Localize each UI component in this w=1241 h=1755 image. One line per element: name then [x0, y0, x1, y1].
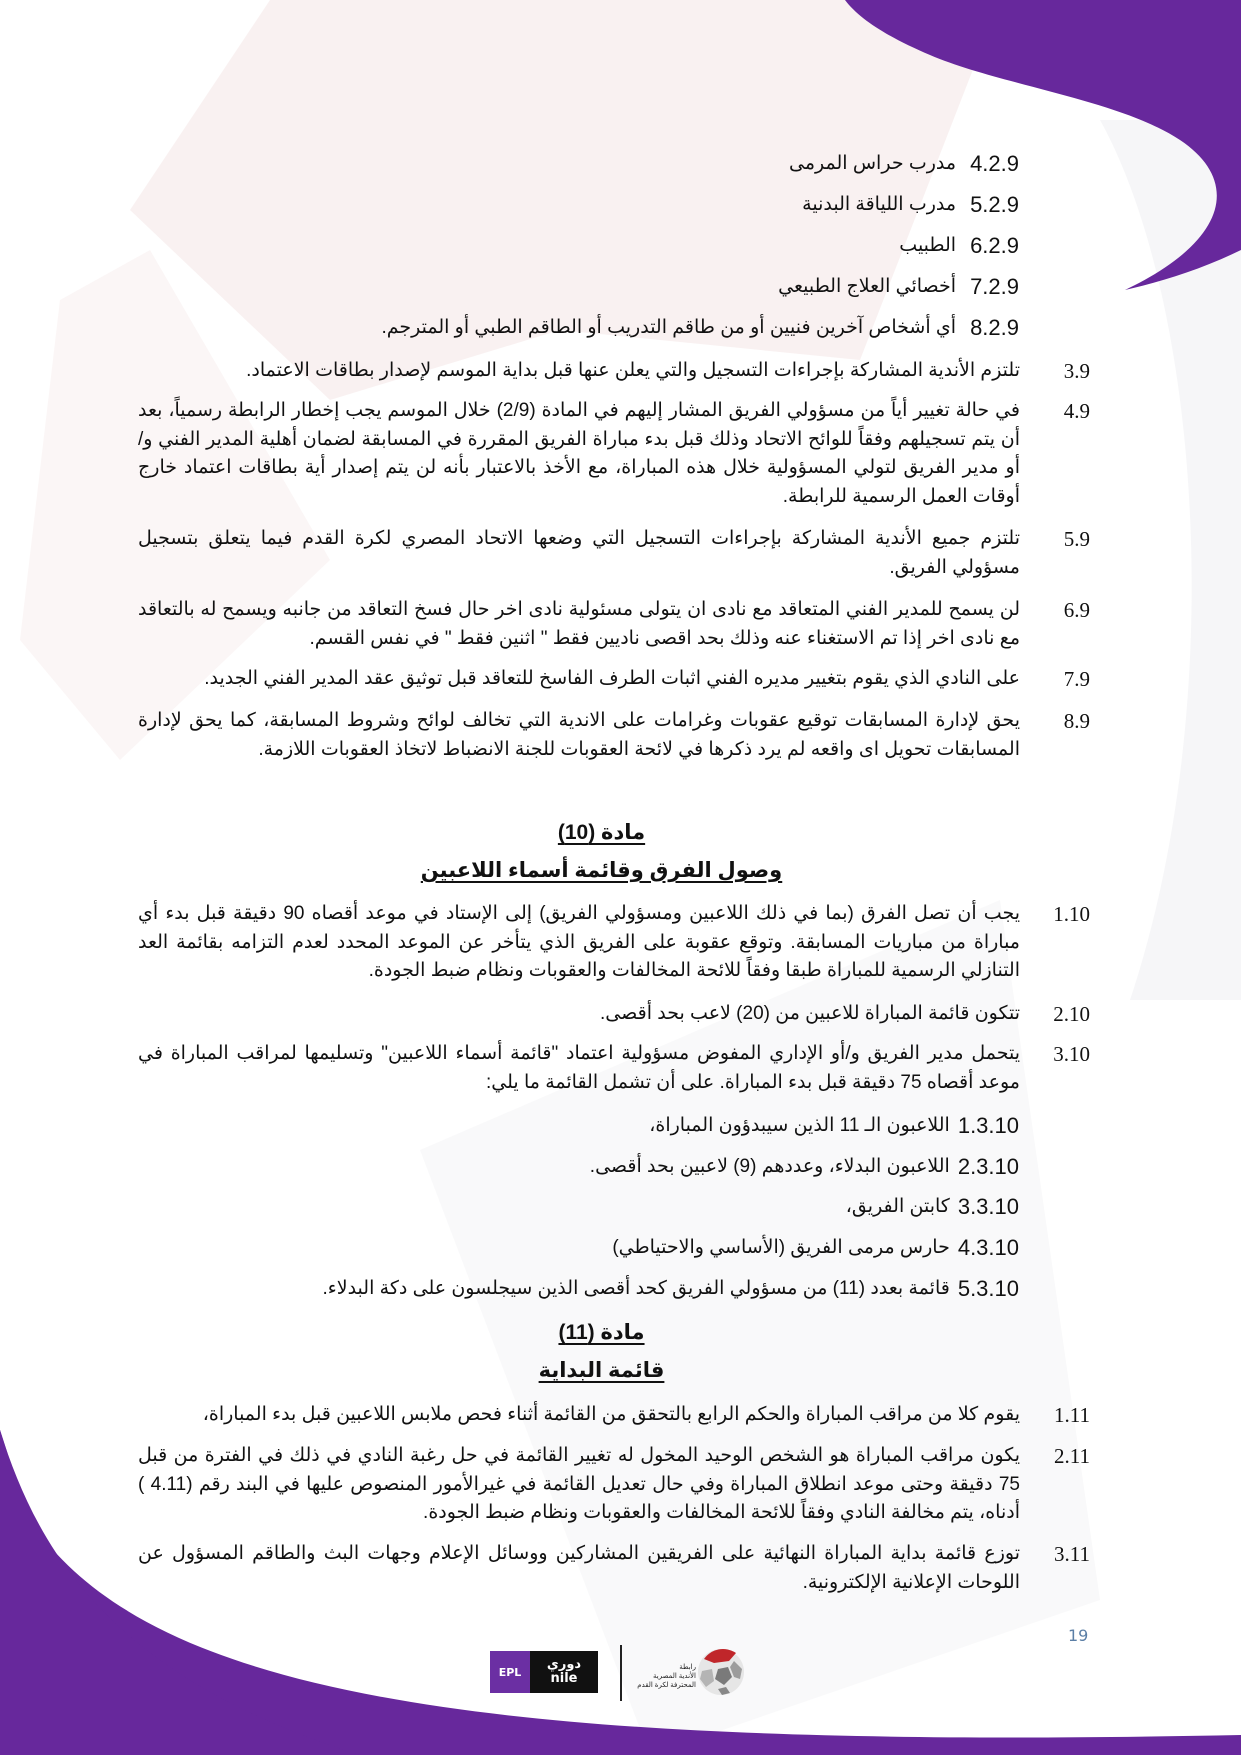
item-text: الطبيب	[899, 235, 957, 256]
epl-badge: EPL	[490, 1651, 530, 1693]
item-text: أخصائي العلاج الطبيعي	[778, 276, 957, 297]
clause	[138, 1000, 1090, 1029]
clause-number: 3.9	[1063, 359, 1090, 383]
list-item	[802, 191, 1019, 220]
clause	[138, 357, 1090, 386]
nile-league-logo-icon	[490, 1651, 598, 1693]
clause-text: يكون مراقب المباراة هو الشخص الوحيد المخول له تغيير القائمة في حل رغبة النادي في ذلك في الفترة من قبل 75 دقيقة وحتى موعد انطلاق المباراة وفي حال تعديل القائمة في غيرالأمور المنصوص عليها في البند رقم (4.11 ) أدناه، يتم مخالفة النادي وفقاً للائحة المخالفات والعقوبات ونظام ضبط الجودة.	[138, 1445, 1020, 1523]
logo-divider	[620, 1645, 622, 1701]
clause	[138, 1442, 1090, 1528]
page-number: 19	[1068, 1626, 1089, 1645]
footer-logos	[490, 1645, 760, 1703]
clause	[138, 596, 1090, 653]
clause-text: على النادي الذي يقوم بتغيير مديره الفني اثبات الطرف الفاسخ للتعاقد قبل توثيق عقد المدير الفني الجديد.	[204, 668, 1020, 689]
item-text: اللاعبون الـ 11 الذين سيبدؤون المباراة،	[649, 1115, 950, 1136]
item-number: 7.2.9	[970, 274, 1019, 299]
article-label: مادة (10)	[557, 821, 646, 844]
list-item	[778, 273, 1019, 302]
clause-number: 8.9	[1063, 709, 1090, 733]
nile-wordmark: دوري nile	[530, 1651, 598, 1693]
list-item	[789, 150, 1019, 179]
clause-number: 1.10	[1053, 902, 1090, 926]
list-item	[381, 314, 1019, 343]
item-text: مدرب اللياقة البدنية	[802, 194, 957, 215]
clause-number: 1.11	[1054, 1403, 1090, 1427]
clause	[138, 1401, 1090, 1430]
list-item	[612, 1234, 1019, 1263]
clause-number: 3.11	[1054, 1542, 1090, 1566]
clause-text: يحق لإدارة المسابقات توقيع عقوبات وغرامات على الاندية التي تخالف لوائح وشروط المسابقة، كما يحق لإدارة المسابقات تحويل اى واقعه لم يرد ذكرها في لائحة العقوبات للجنة الانضباط لاتخاذ العقوبات اللازمة.	[138, 710, 1020, 760]
clause-number: 7.9	[1063, 667, 1090, 691]
item-number: 2.3.10	[957, 1154, 1019, 1179]
list-item	[846, 1193, 1019, 1222]
item-number: 4.2.9	[970, 151, 1019, 176]
item-text: حارس مرمى الفريق (الأساسي والاحتياطي)	[612, 1237, 950, 1258]
clause	[138, 525, 1090, 582]
item-number: 6.2.9	[970, 233, 1019, 258]
clause	[138, 1040, 1090, 1097]
clause	[138, 665, 1090, 694]
item-number: 5.3.10	[957, 1276, 1019, 1301]
item-number: 3.3.10	[957, 1194, 1019, 1219]
clause	[138, 397, 1090, 511]
clause-text: يتحمل مدير الفريق و/أو الإداري المفوض مسؤولية اعتماد "قائمة أسماء اللاعبين" وتسليمها لمراقب المباراة في موعد أقصاه 75 دقيقة قبل بدء المباراة. على أن تشمل القائمة ما يلي:	[138, 1043, 1020, 1093]
item-text: أي أشخاص آخرين فنيين أو من طاقم التدريب أو الطاقم الطبي أو المترجم.	[381, 317, 957, 338]
clause-number: 4.9	[1063, 399, 1090, 423]
article-label: مادة (11)	[558, 1321, 645, 1344]
clause	[138, 707, 1090, 764]
article-title: قائمة البداية	[538, 1359, 665, 1382]
article-title: وصول الفرق وقائمة أسماء اللاعبين	[420, 859, 783, 882]
clause-number: 3.10	[1053, 1042, 1090, 1066]
clause-number: 2.11	[1054, 1444, 1090, 1468]
clause	[138, 900, 1090, 986]
clause-text: تتكون قائمة المباراة للاعبين من (20) لاعب بحد أقصى.	[600, 1003, 1020, 1024]
item-number: 5.2.9	[970, 192, 1019, 217]
clause-text: توزع قائمة بداية المباراة النهائية على الفريقين المشاركين ووسائل الإعلام وجهات البث والطاقم المسؤول عن اللوحات الإعلانية الإلكترونية.	[138, 1543, 1020, 1593]
item-number: 4.3.10	[957, 1235, 1019, 1260]
clause	[138, 1540, 1090, 1597]
item-text: كابتن الفريق،	[845, 1196, 950, 1217]
clause-text: في حالة تغيير أياً من مسؤولي الفريق المشار إليهم في المادة (2/9) خلال الموسم يجب إخطار الرابطة رسمياً، بعد أن يتم تسجيلهم وفقاً للوائح الاتحاد وذلك قبل بدء مباراة الفريق المقررة في المسابقة لضمان أهلية المدير الفني و/أو مدير الفريق لتولي المسؤولية خلال هذه المباراة، مع الأخذ بالاعتبار بأنه لن يتم إصدار أية بطاقات اعتماد خارج أوقات العمل الرسمية للرابطة.	[138, 400, 1020, 507]
clause-number: 6.9	[1063, 598, 1090, 622]
clause-text: يجب أن تصل الفرق (بما في ذلك اللاعبين ومسؤولي الفريق) إلى الإستاد في موعد أقصاه 90 دقيقة قبل بدء أي مباراة من مباريات المسابقة. وتوقع عقوبة على الفريق الذي يتأخر عن الموعد المحدد لعدم التزامه بقائمة العد التنازلي الرسمية للمباراة طبقا وفقاً للائحة المخالفات والعقوبات ونظام ضبط الجودة.	[138, 903, 1020, 981]
clause-text: تلتزم جميع الأندية المشاركة بإجراءات التسجيل التي وضعها الاتحاد المصري لكرة القدم فيما يتعلق بتسجيل مسؤولي الفريق.	[138, 528, 1020, 578]
league-name: رابطة الأندية المصرية المحترفة لكرة القدم	[637, 1664, 696, 1689]
item-number: 1.3.10	[957, 1113, 1019, 1138]
clause-text: يقوم كلا من مراقب المباراة والحكم الرابع بالتحقق من القائمة أثناء فحص ملابس اللاعبين قبل بدء المباراة،	[202, 1404, 1020, 1425]
clause-number: 2.10	[1053, 1002, 1090, 1026]
item-text: قائمة بعدد (11) من مسؤولي الفريق كحد أقصى الذين سيجلسون على دكة البدلاء.	[322, 1278, 950, 1299]
list-item	[590, 1153, 1019, 1182]
list-item	[899, 232, 1019, 261]
item-text: اللاعبون البدلاء، وعددهم (9) لاعبين بحد أقصى.	[589, 1156, 950, 1177]
clause-text: لن يسمح للمدير الفني المتعاقد مع نادى ان يتولى مسئولية نادى اخر حال فسخ التعاقد من جانبه ويسمح له بالتعاقد مع نادى اخر إذا تم الاستغناء عنه وذلك بحد اقصى ناديين فقط " اثنين فقط " في نفس القسم.	[138, 599, 1020, 649]
clause-text: تلتزم الأندية المشاركة بإجراءات التسجيل والتي يعلن عنها قبل بداية الموسم لإصدار بطاقات الاعتماد.	[246, 360, 1020, 381]
list-item	[323, 1275, 1019, 1304]
football-ball-icon	[696, 1647, 746, 1697]
item-number: 8.2.9	[970, 315, 1019, 340]
clause-number: 5.9	[1063, 527, 1090, 551]
list-item	[649, 1112, 1019, 1141]
item-text: مدرب حراس المرمى	[789, 153, 957, 174]
